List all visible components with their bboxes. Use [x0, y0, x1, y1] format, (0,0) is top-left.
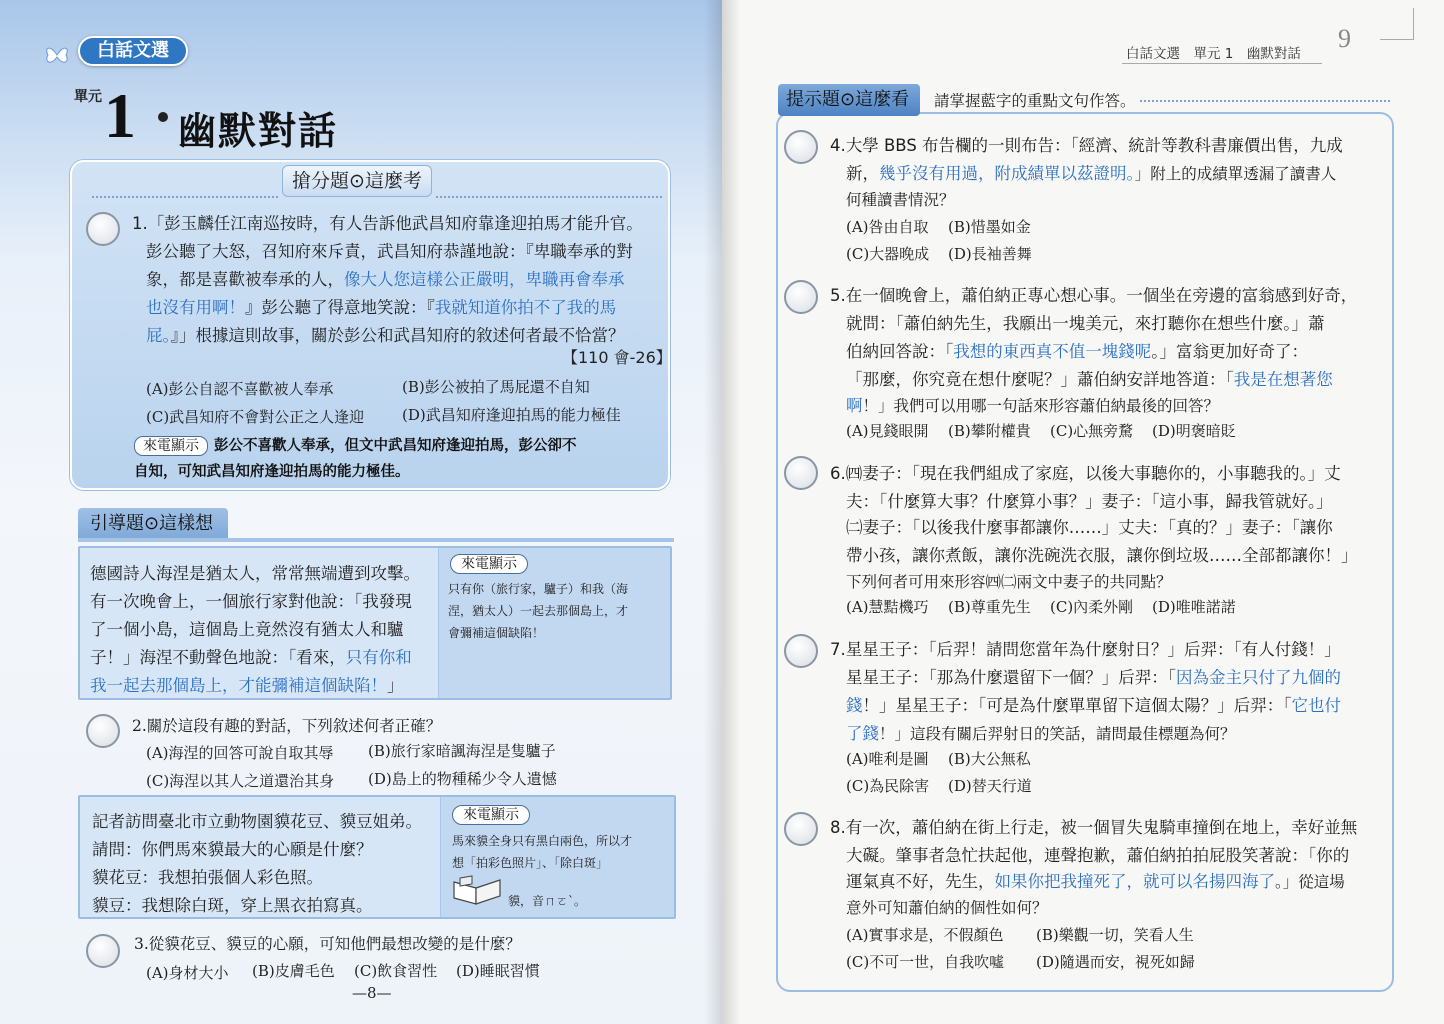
- q6-option-c: (C)內柔外剛: [1050, 598, 1134, 616]
- unit-number: 1: [104, 80, 136, 151]
- header-rule: [1122, 63, 1322, 64]
- q1-line3: 象，都是喜歡被奉承的人，像大人您這樣公正嚴明，卑職再會奉承: [146, 270, 625, 289]
- q6-option-d: (D)唯唯諾諾: [1152, 598, 1236, 616]
- corner-mark: [1380, 8, 1414, 40]
- q6-line4: 帶小孩，讓你煮飯，讓你洗碗洗衣服，讓你倒垃圾……全部都讓你！」: [846, 546, 1358, 565]
- q2-option-b: (B)旅行家暗諷海涅是隻驢子: [368, 742, 556, 760]
- dotted-rule: [436, 196, 662, 198]
- q7-line3: 錢！」星星王子：「可是為什麼單單留下這個太陽？」后羿：「它也付: [846, 696, 1341, 715]
- q8-option-c: (C)不可一世，自我吹噓: [846, 953, 1005, 971]
- dotted-rule: [92, 196, 278, 198]
- q1-line5: 屁。』」根據這則故事，關於彭公和武昌知府的敘述何者最不恰當？: [146, 326, 625, 345]
- q5-option-b: (B)攀附權貴: [948, 422, 1031, 440]
- answer-bubble[interactable]: [784, 812, 818, 846]
- q5-line4: 「那麼，你究竟在想什麼呢？」蕭伯納安詳地答道：「我是在想著您: [846, 370, 1333, 389]
- q6-line1: 6.㈣妻子：「現在我們組成了家庭，以後大事聽你的，小事聽我的。」丈: [830, 464, 1341, 483]
- q3-stem: 3.從貘花豆、貘豆的心願，可知他們最想改變的是什麼？: [134, 935, 521, 953]
- guide-strip: [78, 538, 674, 542]
- q4-option-b: (B)惜墨如金: [948, 218, 1031, 236]
- story1-line2: 有一次晚會上，一個旅行家對他說：「我發現: [90, 592, 412, 611]
- answer-bubble[interactable]: [784, 456, 818, 490]
- story2-side-line2: 想「拍彩色照片」、「除白斑」: [452, 856, 609, 870]
- q1-explanation-line2: 自知，可知武昌知府逢迎拍馬的能力極佳。: [134, 463, 410, 480]
- story2-line3: 貘花豆：我想拍張個人彩色照。: [92, 868, 323, 887]
- book-icon: [452, 872, 502, 906]
- q5-line2: 就問：「蕭伯納先生，我願出一塊美元，來打聽你在想些什麼。」蕭: [846, 314, 1325, 333]
- q3-option-d: (D)睡眠習慣: [456, 962, 540, 980]
- q1-line4: 也沒有用啊！』彭公聽了得意地笑說：『我就知道你拍不了我的馬: [146, 298, 617, 317]
- q1-option-c: (C)武昌知府不會對公正之人逢迎: [146, 408, 365, 426]
- q7-option-c: (C)為民除害: [846, 777, 930, 795]
- q6-option-a: (A)慧黠機巧: [846, 598, 929, 616]
- butterfly-icon: [44, 44, 70, 66]
- story1-line3: 了一個小島，這個島上竟然沒有猶太人和驢: [90, 620, 404, 639]
- q8-option-b: (B)樂觀一切，笑看人生: [1036, 926, 1194, 944]
- q7-line2: 星星王子：「那為什麼還留下一個？」后羿：「因為金主只付了九個的: [846, 668, 1341, 687]
- page-number-left: —8—: [352, 984, 392, 1002]
- page-number-right: 9: [1338, 24, 1351, 53]
- story1-line5: 我一起去那個島上，才能彌補這個缺陷！」: [90, 676, 404, 695]
- q5-option-c: (C)心無旁騖: [1050, 422, 1134, 440]
- story2-side-line1: 馬來貘全身只有黑白兩色，所以才: [452, 834, 633, 848]
- q8-line1: 8.有一次，蕭伯納在街上行走，被一個冒失鬼騎車撞倒在地上，幸好並無: [830, 818, 1358, 837]
- unit-title: 幽默對話: [178, 109, 339, 153]
- q7-option-a: (A)唯利是圖: [846, 750, 929, 768]
- q7-line4: 了錢！」這段有關后羿射日的笑話，請問最佳標題為何？: [846, 724, 1236, 743]
- q7-line1: 7.星星王子：「后羿！請問您當年為什麼射日？」后羿：「有人付錢！」: [830, 640, 1341, 659]
- q1-line1: 1.「彭玉麟任江南巡按時，有人告訴他武昌知府靠逢迎拍馬才能升官。: [132, 214, 643, 233]
- q1-option-b: (B)彭公被拍了馬屁還不自知: [402, 378, 590, 396]
- q4-line2: 新，幾乎沒有用過，附成績單以茲證明。」附上的成績單透漏了讀書人: [846, 164, 1337, 183]
- q2-option-a: (A)海涅的回答可說自取其辱: [146, 744, 334, 762]
- q5-line5: 啊！」我們可以用哪一句話來形容蕭伯納最後的回答？: [846, 396, 1220, 415]
- q3-option-b: (B)皮膚毛色: [252, 962, 335, 980]
- q2-option-c: (C)海涅以其人之道還治其身: [146, 772, 335, 790]
- section-label: 白話文選: [78, 36, 188, 66]
- running-head: 白話文選 單元 1 幽默對話: [1126, 46, 1301, 62]
- answer-bubble[interactable]: [784, 130, 818, 164]
- q6-option-b: (B)尊重先生: [948, 598, 1031, 616]
- q1-line2: 彭公聽了大怒，召知府來斥責，武昌知府恭謹地說：『卑職奉承的對: [146, 242, 633, 261]
- exam-source: 【110 會-26】: [562, 348, 672, 367]
- q5-line3: 伯納回答說：「我想的東西真不值一塊錢呢。」富翁更加好奇了：: [846, 342, 1308, 361]
- caller-id-tag: 來電顯示: [450, 554, 528, 574]
- hint-instruction: 請掌握藍字的重點文句作答。: [934, 92, 1136, 110]
- story1-side-line2: 涅，猶太人）一起去那個島上，才: [448, 604, 629, 618]
- q2-stem: 2.關於這段有趣的對話，下列敘述何者正確？: [132, 717, 442, 735]
- q7-option-d: (D)替天行道: [948, 777, 1032, 795]
- q8-line4: 意外可知蕭伯納的個性如何？: [846, 899, 1048, 917]
- answer-bubble[interactable]: [86, 934, 120, 968]
- hint-title: 提示題⊙這麼看: [778, 84, 920, 116]
- q4-line1: 4.大學 BBS 布告欄的一則布告：「經濟、統計等教科書廉價出售，九成: [830, 136, 1343, 155]
- story1-line4: 子！」海涅不動聲色地說：「看來，只有你和: [90, 648, 412, 667]
- q1-explanation-line1: 來電顯示 彭公不喜歡人奉承，但文中武昌知府逢迎拍馬，彭公卻不: [134, 434, 577, 456]
- q3-option-c: (C)飲食習性: [354, 962, 438, 980]
- q3-option-a: (A)身材大小: [146, 964, 229, 982]
- unit-label: 單元: [74, 89, 102, 105]
- caller-id-tag: 來電顯示: [134, 436, 208, 456]
- caller-id-tag: 來電顯示: [452, 805, 530, 825]
- story1-line1: 德國詩人海涅是猶太人，常常無端遭到攻擊。: [90, 564, 420, 583]
- story2-side-line3: 貘，音ㄇㄛˋ。: [508, 894, 587, 908]
- q8-option-a: (A)實事求是，不假顏色: [846, 926, 1004, 944]
- answer-bubble[interactable]: [86, 714, 120, 748]
- story2-line2: 請問：你們馬來貘最大的心願是什麼？: [92, 840, 373, 859]
- panel-title: 搶分題⊙這麼考: [282, 165, 432, 197]
- q5-line1: 5.在一個晚會上，蕭伯納正專心想心事。一個坐在旁邊的富翁感到好奇，: [830, 286, 1358, 305]
- unit-dot: [158, 112, 168, 122]
- q4-option-a: (A)咎由自取: [846, 218, 929, 236]
- answer-bubble[interactable]: [784, 634, 818, 668]
- q6-line5: 下列何者可用來形容㈣㈡兩文中妻子的共同點？: [846, 573, 1172, 591]
- q4-option-d: (D)長袖善舞: [948, 245, 1032, 263]
- q5-option-d: (D)明褒暗貶: [1152, 422, 1236, 440]
- q1-option-d: (D)武昌知府逢迎拍馬的能力極佳: [402, 406, 621, 424]
- q2-option-d: (D)島上的物種稀少令人遺憾: [368, 770, 557, 788]
- q4-line3: 何種讀書情況？: [846, 191, 955, 209]
- q8-option-d: (D)隨遇而安，視死如歸: [1036, 953, 1195, 971]
- q8-line2: 大礙。肇事者急忙扶起他，連聲抱歉，蕭伯納拍拍屁股笑著說：「你的: [846, 846, 1350, 865]
- q1-option-a: (A)彭公自認不喜歡被人奉承: [146, 380, 334, 398]
- answer-bubble[interactable]: [86, 212, 120, 246]
- story2-line4: 貘豆：我想除白斑，穿上黑衣拍寫真。: [92, 896, 373, 915]
- answer-bubble[interactable]: [784, 280, 818, 314]
- q5-option-a: (A)見錢眼開: [846, 422, 929, 440]
- story2-line1: 記者訪問臺北市立動物園貘花豆、貘豆姐弟。: [92, 812, 422, 831]
- q7-option-b: (B)大公無私: [948, 750, 1031, 768]
- dotted-rule: [1140, 100, 1390, 102]
- q8-line3: 運氣真不好，先生，如果你把我撞死了，就可以名揚四海了。」從這場: [846, 872, 1345, 891]
- q4-option-c: (C)大器晚成: [846, 245, 930, 263]
- story1-side-line1: 只有你（旅行家，驢子）和我（海: [448, 582, 629, 596]
- q6-line3: ㈡妻子：「以後我什麼事都讓你……」丈夫：「真的？」妻子：「讓你: [846, 518, 1333, 537]
- story1-side-line3: 會彌補這個缺陷！: [448, 626, 545, 640]
- guide-title: 引導題⊙這樣想: [78, 508, 228, 540]
- q6-line2: 夫：「什麼算大事？什麼算小事？」妻子：「這小事，歸我管就好。」: [846, 492, 1333, 511]
